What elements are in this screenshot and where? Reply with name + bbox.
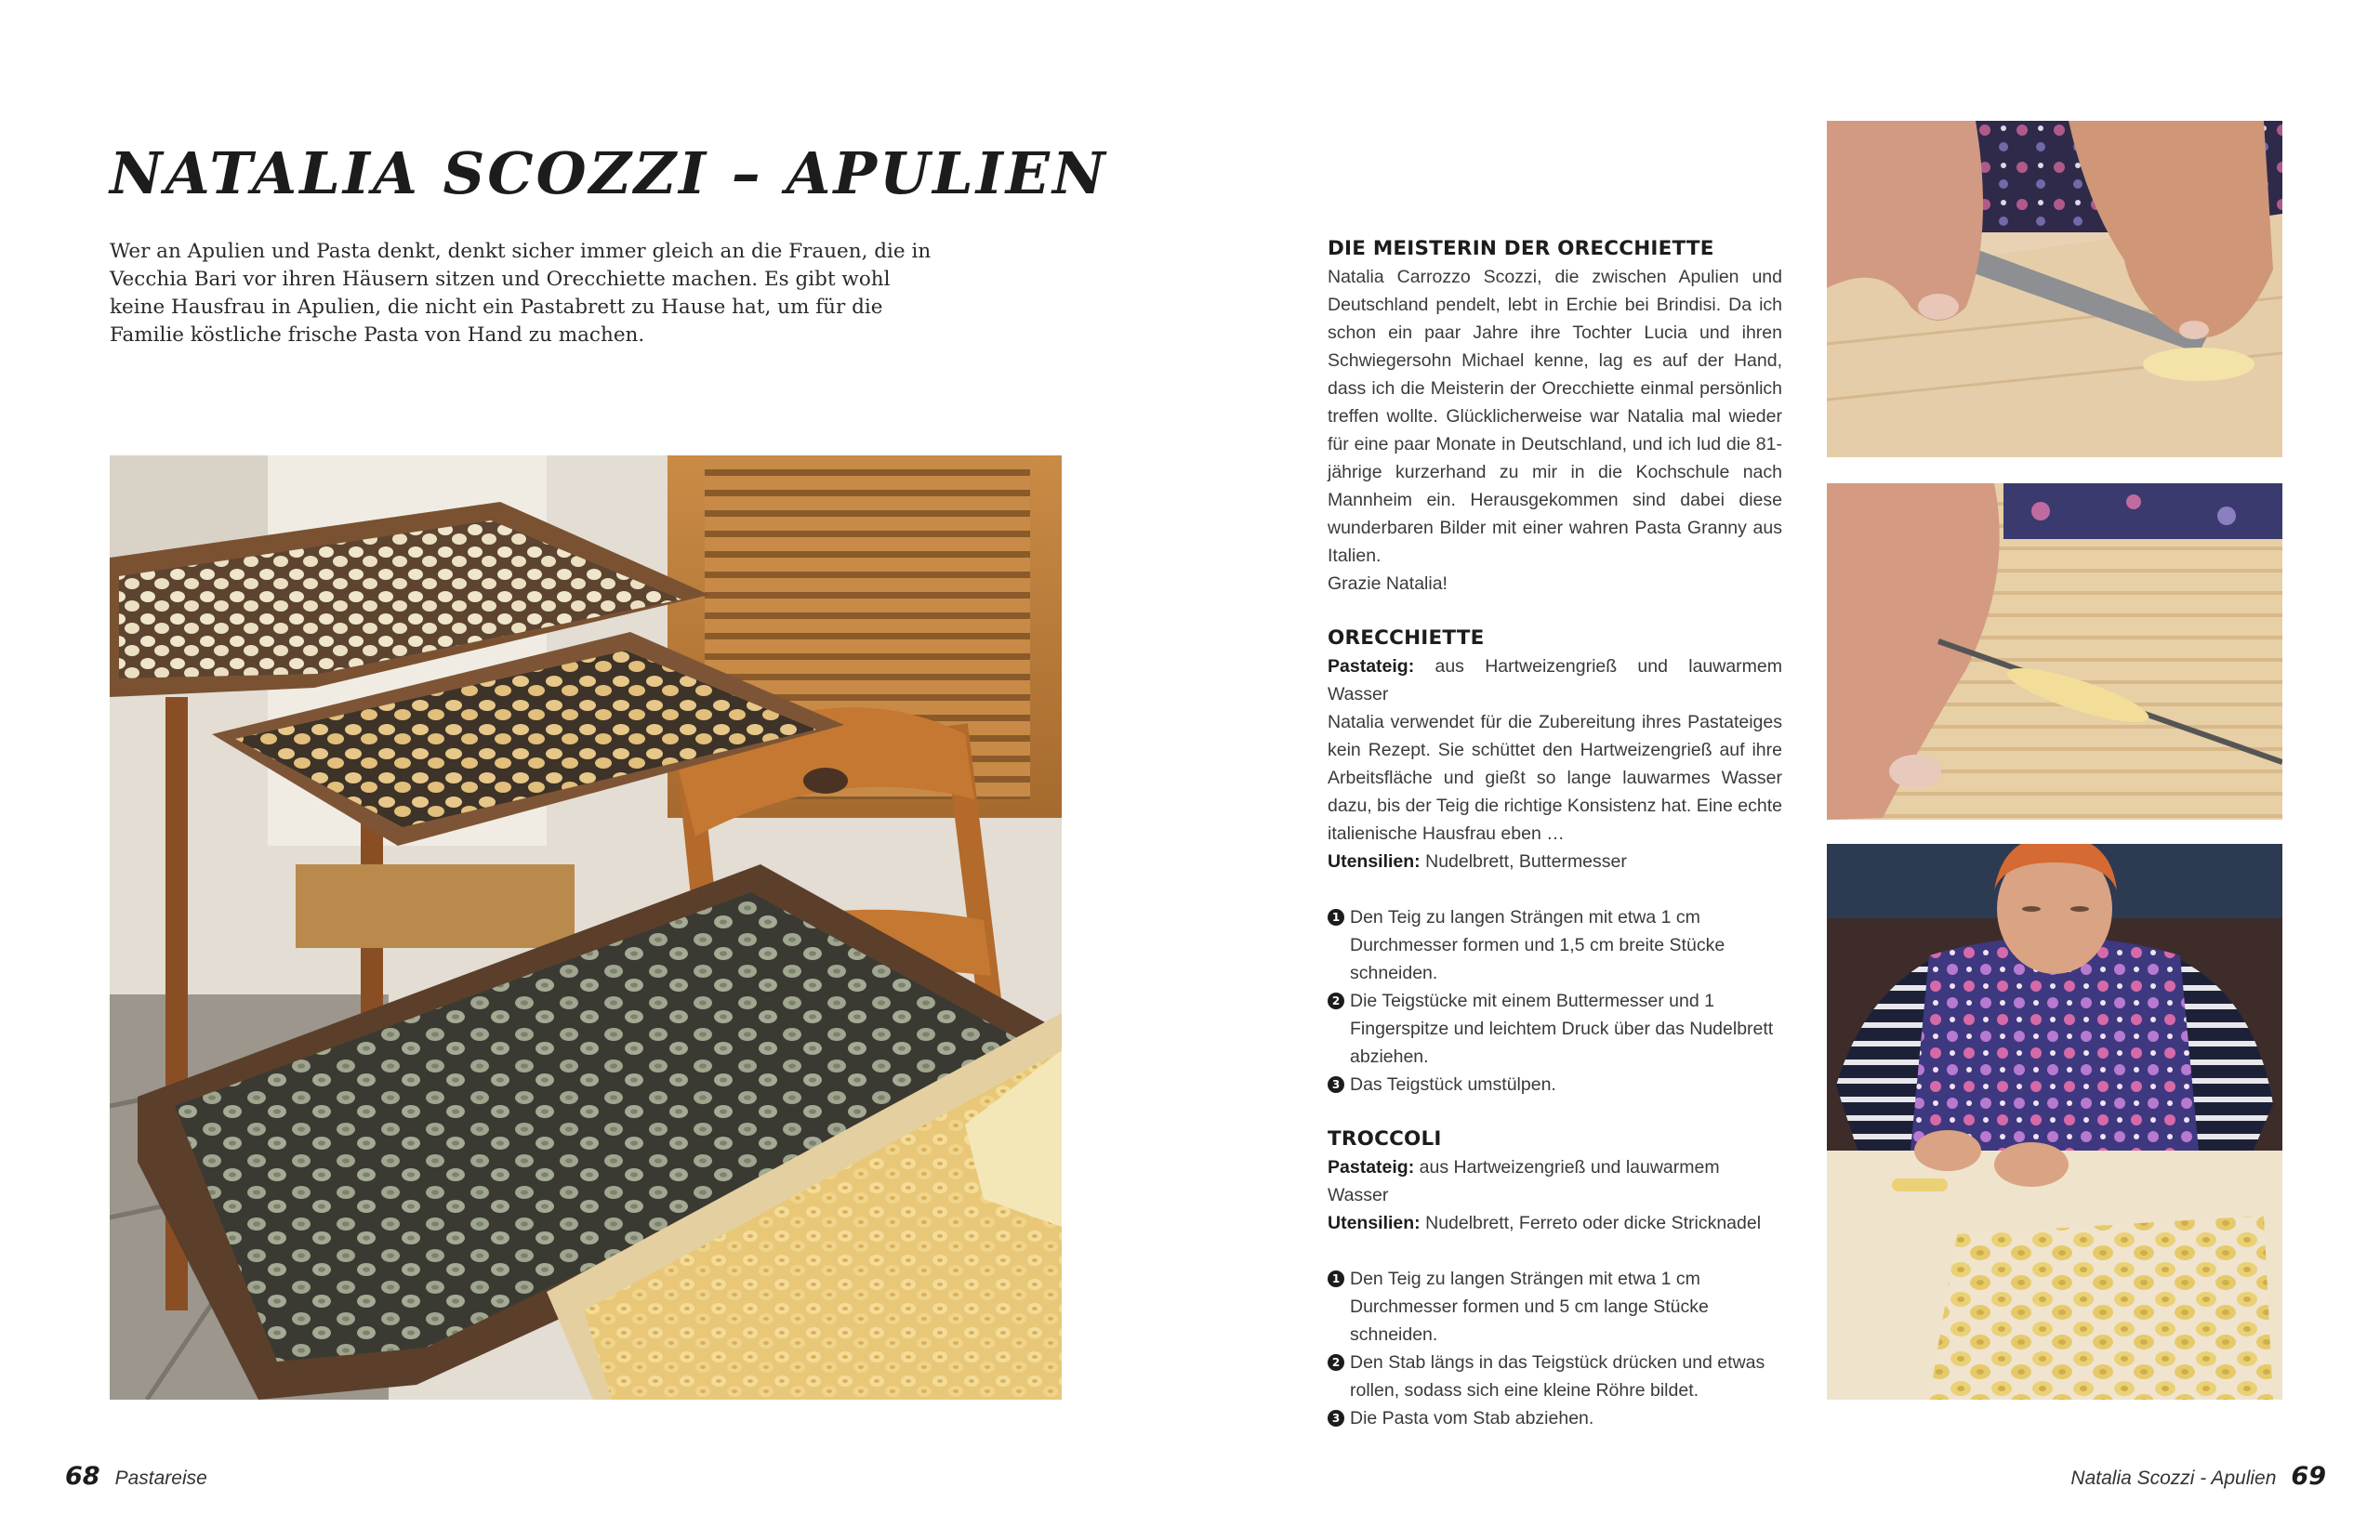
footer-right (2070, 1462, 2326, 1491)
page-number-left: 68 (65, 1462, 100, 1491)
dough-text: aus Hartweizengrieß und lauwarmem Wasser (1328, 1157, 1720, 1205)
step-text: Die Teigstücke mit einem Buttermesser und 1 Fingerspitze und leichtem Druck über das Nudelbrett abziehen. (1350, 991, 1774, 1067)
dough-label: Pastateig: (1328, 656, 1415, 677)
orecchiette-description: Natalia verwendet für die Zubereitung ihres Pastateiges kein Rezept. Sie schüttet den Hartweizengrieß auf ihre Arbeitsfläche und gießt so lange lauwarmes Wasser dazu, bis der Teig die richtige Konsistenz hat. Eine echte italienische Hausfrau eben … (1328, 712, 1782, 844)
footer-left (65, 1462, 207, 1491)
page-number-right: 69 (2291, 1462, 2326, 1491)
step-number-badge: 3 (1328, 1410, 1344, 1427)
meisterin-body: Natalia Carrozzo Scozzi, die zwischen Apulien und Deutschland pendelt, lebt in Erchie bei Brindisi. Da ich schon ein paar Jahre ihre Tochter Lucia und ihren Schwiegersohn Michael kenne, lag es auf der Hand, dass ich die Meisterin der Orecchiette einmal persönlich treffen wollte. Glücklicherweise war Natalia mal wieder für eine paar Monate in Deutschland, und ich lud die 81-jährige kurzerhand zu mir in die Kochschule nach Mannheim ein. Herausgekommen sind dabei diese wunderbaren Bilder mit einer wahren Pasta Granny aus Italien. (1328, 267, 1782, 566)
tools-text: Nudelbrett, Ferreto oder dicke Stricknadel (1425, 1213, 1762, 1233)
step-text: Den Teig zu langen Strängen mit etwa 1 cm Durchmesser formen und 1,5 cm breite Stücke schneiden. (1350, 907, 1726, 983)
photo-rolling-dough (1827, 483, 2282, 820)
photo-natalia-making-pasta (1827, 844, 2282, 1400)
photo-cutting-dough (1827, 121, 2282, 457)
page-title: NATALIA SCOZZI – APULIEN (110, 139, 1108, 207)
orecchiette-dough (1328, 652, 1782, 708)
step-number-badge: 2 (1328, 1354, 1344, 1371)
troccoli-steps (1328, 1265, 1782, 1432)
step-item (1328, 1265, 1782, 1349)
step-number-badge: 2 (1328, 993, 1344, 1009)
step-text: Das Teigstück umstülpen. (1350, 1074, 1556, 1095)
section-troccoli (1328, 1125, 1782, 1432)
step-text: Die Pasta vom Stab abziehen. (1350, 1408, 1594, 1428)
photo-pasta-drying-trays (110, 455, 1062, 1400)
dough-label: Pastateig: (1328, 1157, 1415, 1178)
running-head-right: Natalia Scozzi - Apulien (2070, 1468, 2277, 1489)
orecchiette-tools (1328, 848, 1782, 875)
section-orecchiette (1328, 625, 1782, 1099)
dough-text: aus Hartweizengrieß und lauwarmem Wasser (1328, 656, 1783, 704)
tools-text: Nudelbrett, Buttermesser (1425, 851, 1627, 872)
troccoli-tools (1328, 1209, 1782, 1237)
step-text: Den Teig zu langen Strängen mit etwa 1 cm Durchmesser formen und 5 cm lange Stücke schneiden. (1350, 1269, 1709, 1345)
step-item (1328, 1404, 1782, 1432)
running-head-left: Pastareise (114, 1468, 207, 1489)
step-text: Den Stab längs in das Teigstück drücken und etwas rollen, sodass sich eine kleine Röhre bildet. (1350, 1352, 1765, 1401)
orecchiette-steps (1328, 903, 1782, 1099)
heading-meisterin: DIE MEISTERIN DER ORECCHIETTE (1328, 237, 1714, 260)
troccoli-dough (1328, 1153, 1782, 1209)
heading-orecchiette: ORECCHIETTE (1328, 626, 1485, 650)
section-meisterin (1328, 235, 1782, 598)
tools-label: Utensilien: (1328, 851, 1421, 872)
step-item (1328, 1349, 1782, 1404)
step-number-badge: 1 (1328, 1270, 1344, 1287)
meisterin-closing: Grazie Natalia! (1328, 573, 1448, 594)
step-item (1328, 903, 1782, 987)
step-number-badge: 1 (1328, 909, 1344, 926)
step-item (1328, 1071, 1782, 1099)
step-item (1328, 987, 1782, 1071)
intro-paragraph: Wer an Apulien und Pasta denkt, denkt sicher immer gleich an die Frauen, die in Vecchia Bari vor ihren Häusern sitzen und Orecchiette machen. Es gibt wohl keine Hausfrau in Apulien, die nicht ein Pastabrett zu Hause hat, um für die Familie köstliche frische Pasta von Hand zu machen. (110, 240, 932, 347)
heading-troccoli: TROCCOLI (1328, 1127, 1442, 1151)
step-number-badge: 3 (1328, 1076, 1344, 1093)
tools-label: Utensilien: (1328, 1213, 1421, 1233)
